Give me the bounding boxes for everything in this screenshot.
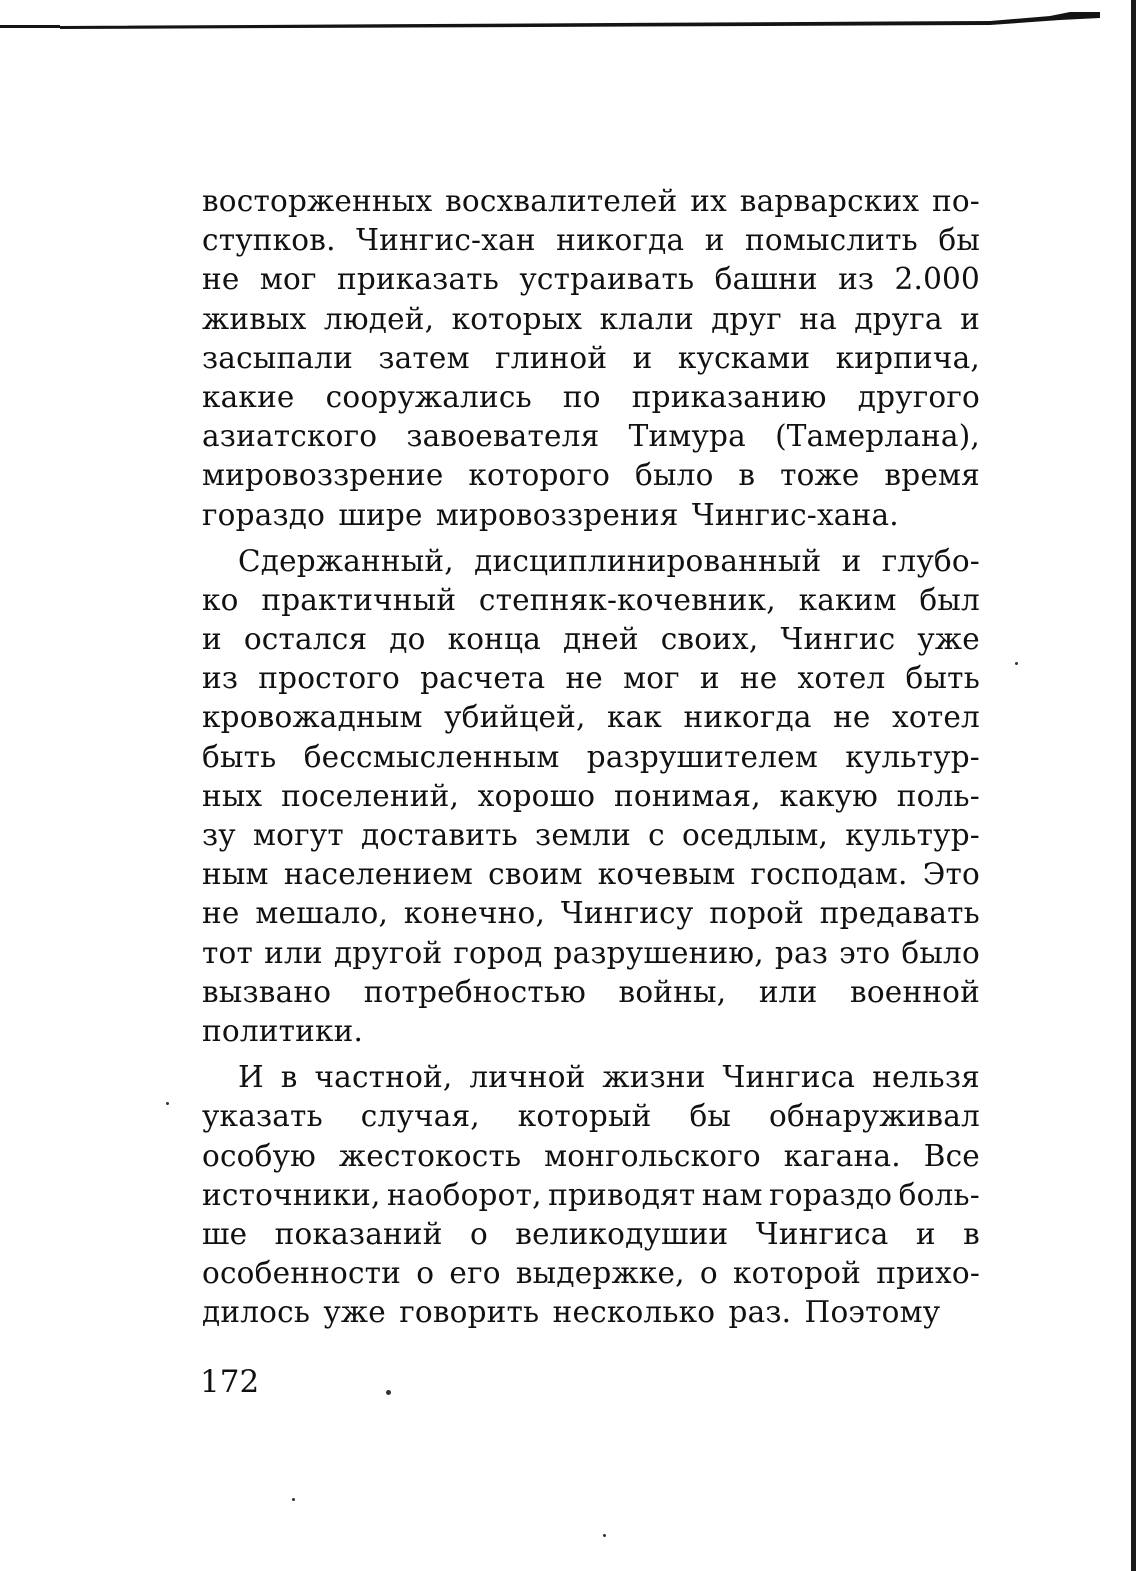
text-line: особенности о его выдержке, о которой прихо- (202, 1256, 980, 1291)
text-line: ко практичный степняк-кочевник, каким был (202, 582, 980, 617)
text-line: из простого расчета не мог и не хотел быть (202, 661, 980, 696)
scan-speck (292, 1498, 295, 1501)
text-line: вызвано потребностью войны, или военной (202, 974, 980, 1009)
paragraph (202, 182, 980, 535)
text-line: засыпали затем глиной и кусками кирпича, (202, 340, 980, 375)
text-line: и остался до конца дней своих, Чингис уже (202, 622, 980, 657)
text-line: ступков. Чингис-хан никогда и помыслить бы (202, 223, 980, 258)
text-line: Сдержанный, дисциплинированный и глубо- (238, 543, 980, 578)
text-line: источники, наоборот, приводят нам гораздо боль- (202, 1177, 980, 1212)
text-line: быть бессмысленным разрушителем культур- (202, 739, 980, 774)
paragraph-gap (202, 1051, 980, 1058)
body-text (202, 182, 980, 1332)
text-line: зу могут доставить земли с оседлым, культур- (202, 818, 980, 852)
text-line: какие сооружались по приказанию другого (202, 379, 980, 414)
text-line: мировоззрение которого было в тоже время (202, 458, 980, 493)
text-line: дилось уже говорить несколько раз. Поэтому (202, 1295, 941, 1330)
scan-speck (1015, 662, 1018, 665)
text-line: ше показаний о великодушии Чингиса и в (202, 1216, 980, 1251)
text-line: указать случая, который бы обнаруживал (202, 1099, 980, 1134)
text-line: ных поселений, хорошо понимая, какую поль- (202, 778, 980, 813)
text-line: гораздо шире мировоззрения Чингис-хана. (202, 497, 899, 532)
page-number: 172 (200, 1364, 260, 1400)
scan-speck (386, 1390, 391, 1395)
text-line: азиатского завоевателя Тимура (Тамерлана), (202, 419, 980, 454)
paragraph (202, 1058, 980, 1332)
text-line: тот или другой город разрушению, раз это было (202, 935, 980, 970)
text-line: кровожадным убийцей, как никогда не хотел (202, 700, 980, 735)
text-line: живых людей, которых клали друг на друга и (202, 301, 980, 336)
text-line: ным населением своим кочевым господам. Это (202, 857, 980, 892)
paragraph-gap (202, 535, 980, 542)
text-line: И в частной, личной жизни Чингиса нельзя (238, 1060, 980, 1095)
text-line: политики. (202, 1013, 364, 1048)
text-line: не мог приказать устраивать башни из 2.000 (202, 262, 980, 297)
paragraph (202, 542, 980, 1051)
text-line: восторженных восхвалителей их варварских по- (202, 184, 980, 218)
scan-speck (603, 1534, 606, 1537)
top-border-rule (0, 12, 1140, 40)
page-edge (1131, 0, 1136, 1571)
text-line: особую жестокость монгольского кагана. Все (202, 1138, 980, 1173)
scan-speck (166, 1102, 169, 1105)
text-line: не мешало, конечно, Чингису порой предавать (202, 896, 980, 931)
